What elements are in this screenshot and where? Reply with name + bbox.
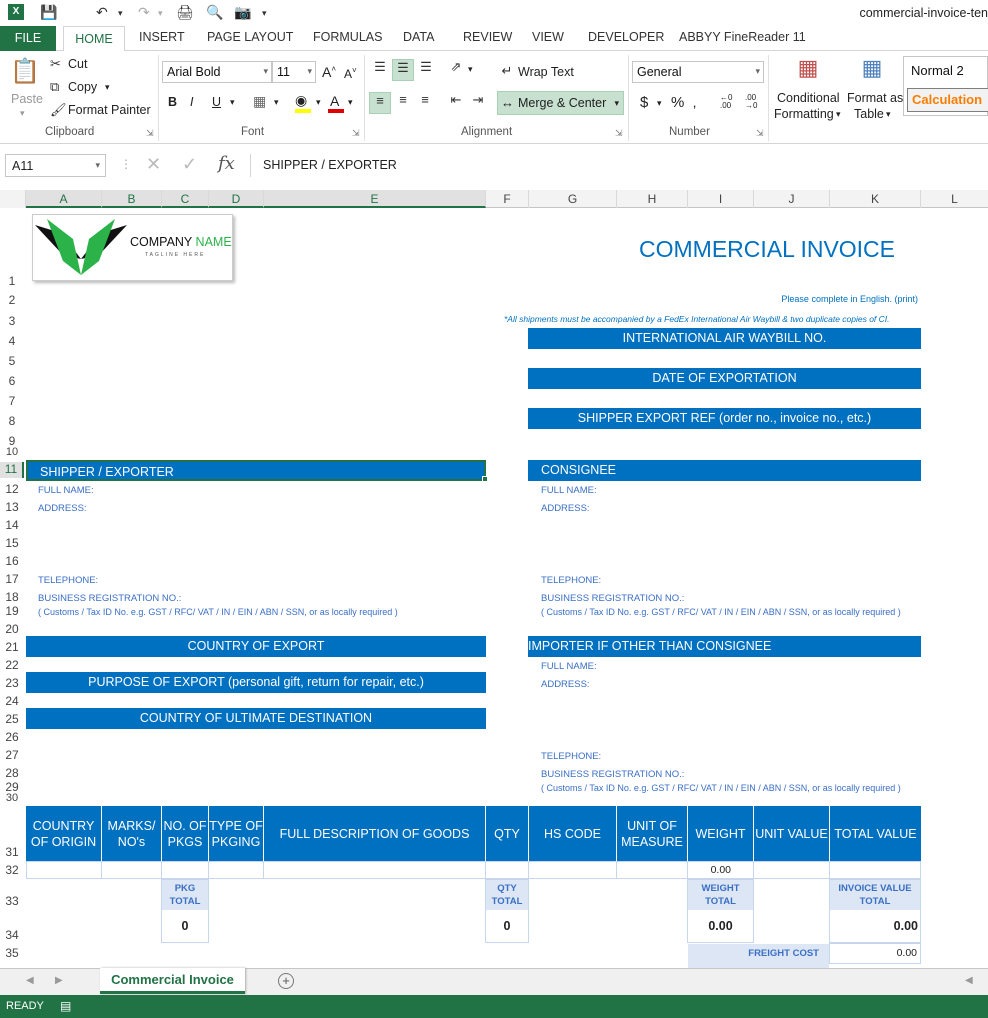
scroll-left-icon[interactable]: ◀ <box>26 975 34 986</box>
tab-view[interactable]: VIEW <box>532 30 564 44</box>
underline-button[interactable]: U <box>212 95 222 109</box>
tab-review[interactable]: REVIEW <box>463 30 513 44</box>
invoice-total-label <box>830 880 920 910</box>
row-header[interactable]: 6 <box>8 374 16 388</box>
conditional-formatting-label-2[interactable]: Formatting <box>774 107 834 121</box>
chevron-down-icon: ▾ <box>307 66 312 76</box>
cell-origin[interactable] <box>26 861 102 879</box>
note-english: Please complete in English. (print) <box>781 294 918 304</box>
wrap-text-icon: ↵ <box>501 63 513 78</box>
importer-customs-note: ( Customs / Tax ID No. e.g. GST / RFC/ VAT / IN / EIN / ABN / SSN, or as locally required ) <box>541 783 901 793</box>
conditional-formatting-label[interactable]: Conditional <box>777 91 840 105</box>
shipper-address-label: ADDRESS: <box>38 503 87 514</box>
align-middle-icon[interactable]: ☰ <box>392 59 414 81</box>
currency-dropdown-icon[interactable]: ▾ <box>657 98 662 108</box>
format-painter-button[interactable]: Format Painter <box>68 103 151 117</box>
th-hs-code: HS CODE <box>529 806 617 861</box>
style-normal2[interactable]: Normal 2 <box>911 63 964 78</box>
status-ready: READY <box>6 1000 44 1012</box>
format-as-table-dropdown-icon[interactable]: ▾ <box>886 109 891 119</box>
th-text: COUNTRY <box>32 818 95 833</box>
th-text: TYPE OF <box>209 818 263 833</box>
conditional-formatting-dropdown-icon[interactable]: ▾ <box>836 109 841 119</box>
shipper-full-name-label: FULL NAME: <box>38 485 94 496</box>
column-header-a[interactable]: A <box>26 190 102 208</box>
row-header[interactable]: 5 <box>8 354 16 368</box>
more-icon: ⋮ <box>120 157 132 171</box>
qty-total-label-1: QTY <box>497 883 517 894</box>
purpose-band: PURPOSE OF EXPORT (personal gift, return for repair, etc.) <box>26 672 486 693</box>
cell-qty[interactable] <box>485 861 529 879</box>
row-header[interactable]: 16 <box>5 554 19 568</box>
grow-font-icon[interactable]: A˄ <box>322 64 337 80</box>
alignment-group-label: Alignment <box>461 126 513 138</box>
title-bar <box>0 0 988 26</box>
th-text: PKGING <box>211 834 261 849</box>
logo-name: NAME <box>195 235 232 249</box>
tab-data[interactable]: DATA <box>403 30 435 44</box>
save-icon[interactable]: 💾 <box>40 4 58 20</box>
font-color-dropdown-icon[interactable]: ▾ <box>348 97 353 107</box>
th-text: UNIT OF <box>627 818 677 833</box>
format-painter-icon: 🖌 <box>50 102 67 117</box>
row-header[interactable]: 2 <box>8 293 16 307</box>
bold-button[interactable]: B <box>168 95 178 109</box>
number-group-label: Number <box>669 126 710 138</box>
clipboard-group-label: Clipboard <box>45 126 95 138</box>
chevron-down-icon: ▾ <box>614 98 619 108</box>
column-headers <box>0 190 988 208</box>
shipper-band[interactable]: SHIPPER / EXPORTER <box>26 460 486 481</box>
number-format-value: General <box>637 65 682 79</box>
th-qty: QTY <box>486 806 529 861</box>
undo-dropdown-icon[interactable]: ▾ <box>118 8 123 18</box>
chevron-down-icon: ▾ <box>755 66 760 76</box>
chevron-down-icon: ▾ <box>263 66 268 76</box>
row-header[interactable]: 4 <box>8 334 16 348</box>
currency-button[interactable]: $ <box>640 94 649 111</box>
row-header[interactable]: 14 <box>5 518 19 532</box>
redo-icon[interactable]: ↷ <box>138 4 150 20</box>
row-header[interactable]: 7 <box>8 394 16 408</box>
consignee-full-name-label: FULL NAME: <box>541 485 597 496</box>
th-total-value: TOTAL VALUE <box>830 806 921 861</box>
row-header[interactable]: 29 <box>5 780 19 794</box>
tab-file[interactable]: FILE <box>0 26 56 51</box>
customize-toolbar-icon[interactable]: ▾ <box>262 8 267 18</box>
consignee-band: CONSIGNEE <box>528 460 921 481</box>
font-size-value: 11 <box>277 65 290 79</box>
tab-developer[interactable]: DEVELOPER <box>588 30 665 44</box>
style-calculation[interactable]: Calculation <box>907 88 988 112</box>
align-bottom-icon[interactable]: ☰ <box>420 59 432 74</box>
window-title: commercial-invoice-ten <box>859 6 988 20</box>
row-header[interactable]: 35 <box>5 946 19 960</box>
logo-text <box>130 235 232 249</box>
cell-unit[interactable] <box>616 861 688 879</box>
row-header[interactable]: 1 <box>8 274 16 288</box>
cut-button[interactable]: Cut <box>68 57 88 71</box>
cancel-icon[interactable]: ✕ <box>146 154 162 174</box>
shrink-font-icon[interactable]: A˅ <box>344 66 357 81</box>
selection-fill-handle[interactable] <box>482 476 488 482</box>
th-description: FULL DESCRIPTION OF GOODS <box>264 806 486 861</box>
row-header[interactable]: 20 <box>5 622 19 636</box>
name-box-value: A11 <box>12 159 34 173</box>
country-export-band: COUNTRY OF EXPORT <box>26 636 486 657</box>
row-header[interactable]: 9 <box>8 434 16 448</box>
font-size-combo[interactable] <box>272 61 316 83</box>
row-header[interactable]: 27 <box>5 748 19 762</box>
shipper-telephone-label: TELEPHONE: <box>38 575 99 586</box>
row-header[interactable]: 28 <box>5 766 19 780</box>
enter-icon[interactable]: ✓ <box>182 154 198 174</box>
importer-telephone-label: TELEPHONE: <box>541 751 602 762</box>
pkg-total-label-2: TOTAL <box>169 896 201 907</box>
insert-function-icon[interactable]: fx <box>218 153 235 174</box>
divider <box>364 55 365 141</box>
cell-marks[interactable] <box>101 861 162 879</box>
number-format-combo[interactable] <box>632 61 764 83</box>
row-header[interactable]: 13 <box>5 500 19 514</box>
borders-icon[interactable]: ▦ <box>253 93 267 109</box>
divider <box>768 55 769 141</box>
consignee-customs-note: ( Customs / Tax ID No. e.g. GST / RFC/ VAT / IN / EIN / ABN / SSN, or as locally required ) <box>541 607 901 617</box>
divider <box>158 55 159 141</box>
weight-total-label <box>688 880 753 910</box>
excel-logo-icon: X <box>8 4 24 20</box>
paste-dropdown-icon[interactable]: ▾ <box>20 108 25 118</box>
fill-color-dropdown-icon[interactable]: ▾ <box>316 97 321 107</box>
font-color-icon[interactable]: A <box>330 93 340 109</box>
pkg-total-label-1: PKG <box>174 883 196 894</box>
column-header-i[interactable]: I <box>688 190 754 208</box>
row-header[interactable]: 33 <box>5 894 19 908</box>
th-unit-value: UNIT VALUE <box>754 806 830 861</box>
note-waybill: *All shipments must be accompanied by a FedEx International Air Waybill & two duplicate copies of CI. <box>504 314 890 324</box>
th-country-origin <box>26 806 102 861</box>
borders-dropdown-icon[interactable]: ▾ <box>274 97 279 107</box>
th-text: MARKS/ <box>107 818 156 833</box>
th-type-pkging <box>209 806 264 861</box>
tab-page-layout[interactable]: PAGE LAYOUT <box>207 30 294 44</box>
formula-input[interactable]: SHIPPER / EXPORTER <box>250 154 988 177</box>
format-as-table-label[interactable]: Format as <box>847 91 904 105</box>
freight-cost-value[interactable]: 0.00 <box>829 943 921 964</box>
orientation-dropdown-icon[interactable]: ▾ <box>468 64 473 74</box>
cell-hs[interactable] <box>528 861 617 879</box>
row-header[interactable]: 34 <box>5 928 19 942</box>
th-text: NO. OF <box>163 818 207 833</box>
merge-center-icon: ↔ <box>501 95 514 110</box>
company-logo[interactable] <box>32 214 233 281</box>
row-header[interactable]: 10 <box>5 446 19 458</box>
shipper-ref-band: SHIPPER EXPORT REF (order no., invoice no., etc.) <box>528 408 921 429</box>
invoice-total-label-2: TOTAL <box>859 896 891 907</box>
column-header-c[interactable]: C <box>162 190 209 208</box>
invoice-total-value[interactable]: 0.00 <box>893 919 918 933</box>
freight-cost-label: FREIGHT COST <box>688 944 829 968</box>
th-marks <box>102 806 162 861</box>
conditional-formatting-icon: ▦ <box>797 55 819 80</box>
undo-icon[interactable]: ↶ <box>96 4 108 20</box>
copy-dropdown-icon[interactable]: ▾ <box>105 82 110 92</box>
qty-total-label-2: TOTAL <box>491 896 523 907</box>
date-exportation-band: DATE OF EXPORTATION <box>528 368 921 389</box>
comma-style-icon[interactable]: ‚ <box>693 94 697 110</box>
column-header-g[interactable]: G <box>529 190 617 208</box>
shipper-customs-note: ( Customs / Tax ID No. e.g. GST / RFC/ VAT / IN / EIN / ABN / SSN, or as locally required ) <box>38 607 398 617</box>
formula-bar <box>0 151 988 181</box>
orientation-icon[interactable]: ⇗ <box>450 59 462 74</box>
align-top-icon[interactable]: ☰ <box>374 59 386 74</box>
row-header[interactable]: 18 <box>5 590 19 604</box>
row-header[interactable]: 3 <box>8 314 16 328</box>
weight-total-value[interactable]: 0.00 <box>708 919 733 933</box>
consignee-telephone-label: TELEPHONE: <box>541 575 602 586</box>
row-header[interactable]: 8 <box>8 414 16 428</box>
increase-indent-icon[interactable]: ⇥ <box>472 92 484 107</box>
add-sheet-icon[interactable]: + <box>278 973 294 989</box>
weight-total-label-2: TOTAL <box>705 896 736 907</box>
clipboard-launcher-icon[interactable]: ⇲ <box>146 128 154 138</box>
merge-center-label: Merge & Center <box>518 96 607 110</box>
underline-dropdown-icon[interactable]: ▾ <box>230 97 235 107</box>
font-name-combo[interactable] <box>162 61 272 83</box>
font-group-label: Font <box>241 126 265 138</box>
cut-icon: ✂ <box>50 56 61 71</box>
th-text: OF ORIGIN <box>30 834 97 849</box>
th-text: MEASURE <box>621 834 683 849</box>
align-right-icon[interactable]: ≡ <box>421 92 429 107</box>
qty-total-value[interactable]: 0 <box>503 919 511 933</box>
redo-dropdown-icon[interactable]: ▾ <box>158 8 163 18</box>
print-preview-icon[interactable]: 🖨 <box>176 4 194 20</box>
font-launcher-icon[interactable]: ⇲ <box>352 128 360 138</box>
copy-button[interactable]: Copy <box>68 80 98 94</box>
number-launcher-icon[interactable]: ⇲ <box>756 128 764 138</box>
row-header[interactable]: 12 <box>5 482 19 496</box>
wrap-text-button[interactable]: Wrap Text <box>518 65 574 79</box>
importer-full-name-label: FULL NAME: <box>541 661 597 672</box>
row-header[interactable]: 24 <box>5 694 19 708</box>
zoom-icon[interactable]: 🔍 <box>206 4 224 20</box>
row-header[interactable]: 17 <box>5 572 19 586</box>
logo-mark-icon <box>33 215 129 281</box>
column-header-l[interactable]: L <box>951 192 958 206</box>
tab-home[interactable]: HOME <box>63 26 125 52</box>
copy-icon: ⧉ <box>50 79 60 94</box>
font-name-value: Arial Bold <box>167 65 221 79</box>
percent-button[interactable]: % <box>671 94 685 111</box>
cell-total-value[interactable] <box>829 861 921 879</box>
scroll-right-icon[interactable]: ▶ <box>55 975 63 986</box>
shipper-business-reg-label: BUSINESS REGISTRATION NO.: <box>38 593 182 604</box>
tab-abbyy[interactable]: ABBYY FineReader 11 <box>679 30 806 44</box>
decrease-indent-icon[interactable]: ⇤ <box>450 92 462 107</box>
row-header[interactable]: 26 <box>5 730 19 744</box>
cell-type[interactable] <box>208 861 264 879</box>
fill-color-swatch <box>295 109 311 113</box>
row-header[interactable]: 19 <box>5 604 19 618</box>
row-header[interactable]: 30 <box>5 792 19 804</box>
format-as-table-icon: ▦ <box>861 55 883 80</box>
italic-button[interactable]: I <box>190 95 194 109</box>
invoice-total-label-1: INVOICE VALUE <box>838 883 912 894</box>
decrease-decimal-icon[interactable]: .00 →0 <box>745 93 758 110</box>
column-header-h[interactable]: H <box>617 190 688 208</box>
consignee-business-reg-label: BUSINESS REGISTRATION NO.: <box>541 593 685 604</box>
column-header-d[interactable]: D <box>209 190 264 208</box>
row-header[interactable]: 23 <box>5 676 19 690</box>
sheet-tab-bar <box>0 968 988 995</box>
paste-button[interactable]: Paste <box>11 92 43 106</box>
format-as-table-label-2[interactable]: Table <box>854 107 884 121</box>
ribbon-home <box>0 51 988 144</box>
row-headers <box>0 208 25 968</box>
font-color-swatch <box>328 109 344 113</box>
row-header[interactable]: 15 <box>5 536 19 550</box>
column-header-k[interactable]: K <box>830 190 921 208</box>
row-header[interactable]: 21 <box>5 640 19 654</box>
ultimate-destination-band: COUNTRY OF ULTIMATE DESTINATION <box>26 708 486 729</box>
row-header[interactable]: 25 <box>5 712 19 726</box>
select-all-corner[interactable] <box>0 190 26 208</box>
row-header[interactable]: 22 <box>5 658 19 672</box>
cell-unit-value[interactable] <box>753 861 830 879</box>
merge-center-button[interactable] <box>497 91 624 115</box>
align-center-icon[interactable]: ≡ <box>399 92 407 107</box>
cell-description[interactable] <box>263 861 486 879</box>
importer-band: IMPORTER IF OTHER THAN CONSIGNEE <box>528 636 921 657</box>
cell-weight[interactable]: 0.00 <box>687 861 754 879</box>
qty-total-label <box>486 880 528 910</box>
status-bar <box>0 995 988 1018</box>
row-header[interactable]: 31 <box>5 845 19 859</box>
camera-icon[interactable]: 📷 <box>234 4 252 20</box>
sheet-tab-commercial-invoice[interactable]: Commercial Invoice <box>100 968 245 994</box>
importer-address-label: ADDRESS: <box>541 679 590 690</box>
fill-color-icon[interactable]: ◉ <box>295 92 308 108</box>
weight-total-label-1: WEIGHT <box>701 883 740 894</box>
pkg-total-label <box>162 880 208 910</box>
th-text: NO's <box>117 834 146 849</box>
name-box[interactable] <box>5 154 106 177</box>
hscroll-left-icon[interactable]: ◀ <box>965 975 973 986</box>
alignment-launcher-icon[interactable]: ⇲ <box>615 128 623 138</box>
th-unit-measure <box>617 806 688 861</box>
paste-icon[interactable]: 📋 <box>10 58 40 85</box>
th-weight: WEIGHT <box>688 806 754 861</box>
cell-pkgs[interactable] <box>161 861 209 879</box>
align-left-icon[interactable]: ≡ <box>369 92 391 114</box>
logo-company: COMPANY <box>130 235 193 249</box>
th-text: PKGS <box>167 834 203 849</box>
chevron-down-icon: ▾ <box>95 160 100 170</box>
column-header-j[interactable]: J <box>754 190 830 208</box>
column-header-e[interactable]: E <box>264 190 486 208</box>
consignee-address-label: ADDRESS: <box>541 503 590 514</box>
waybill-band: INTERNATIONAL AIR WAYBILL NO. <box>528 328 921 349</box>
row-header-11[interactable]: 11 <box>0 462 24 478</box>
tab-insert[interactable]: INSERT <box>139 30 185 44</box>
importer-business-reg-label: BUSINESS REGISTRATION NO.: <box>541 769 685 780</box>
invoice-title: COMMERCIAL INVOICE <box>639 236 896 262</box>
cell-styles-gallery <box>903 56 988 116</box>
logo-tagline: TAGLINE HERE <box>145 252 206 258</box>
th-pkgs <box>162 806 209 861</box>
divider <box>628 55 629 141</box>
tab-formulas[interactable]: FORMULAS <box>313 30 383 44</box>
pkg-total-value[interactable]: 0 <box>181 919 189 933</box>
increase-decimal-icon[interactable]: ←0 .00 <box>720 93 733 110</box>
ribbon-tabs <box>0 26 988 51</box>
row-header[interactable]: 32 <box>5 863 19 877</box>
column-header-f[interactable]: F <box>486 190 529 208</box>
macro-record-icon[interactable]: ▤ <box>60 999 72 1013</box>
column-header-b[interactable]: B <box>102 190 162 208</box>
